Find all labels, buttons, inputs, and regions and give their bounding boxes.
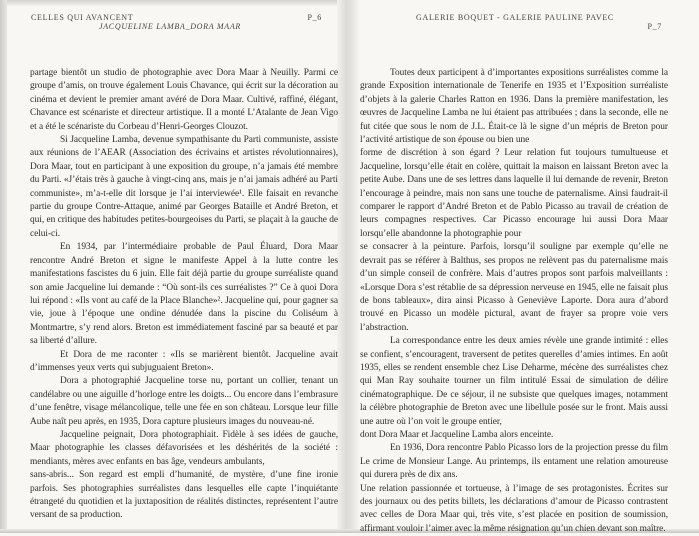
paragraph: La correspondance entre les deux amies révèle une grande intimité : elles se confient, s’encouragent, traversent de petites querelles d’amies intimes. En août 1935, elles se rendent ensemble chez Lise Deharme, mécène des surréalistes chez qui Man Ray souhaite tourner un film intitulé Essai de simulation de délire cinématographique. De ce séjour, il ne subsiste que quelques images, notamment la célèbre photographie de Breton avec une libellule posée sur le front. Mais aussi une autre où l’on voit le groupe entier,: [360, 336, 668, 427]
running-head-chapter-title: JACQUELINE LAMBA_DORA MAAR: [98, 22, 242, 31]
paragraph: Et Dora de me raconter : «Ils se marièrent bientôt. Jacqueline avait d’immenses yeux verts qui subjuguaient Breton».: [30, 349, 338, 373]
page-left: [30, 0, 338, 533]
text-column-right: [360, 67, 668, 536]
running-head-series: CELLES QUI AVANCENT: [31, 13, 134, 22]
paragraph: sans-abris... Son regard est empli d’humanité, de mystère, d’une fine ironie parfois. Ses photographies surréalistes dans lesquelles elle capte l’inquiétante étrangeté du quotidien et la juxtaposition de réalités distinctes, représentent l’autre versant de sa production.: [30, 470, 338, 521]
scan-edge-left: [0, 0, 7, 533]
paragraph: dont Dora Maar et Jacqueline Lamba alors enceinte.: [360, 429, 554, 440]
page-number-right: P_7: [647, 22, 662, 31]
page-number-left: P_6: [307, 13, 322, 22]
page-gutter-shadow: [337, 0, 360, 533]
running-head-gallery: GALERIE BOQUET - GALERIE PAULINE PAVEC: [416, 13, 614, 22]
paragraph: se consacrer à la peinture. Parfois, lorsqu’il souligne par exemple qu’elle ne devrait pas se référer à Balthus, ses propos ne relèvent pas du paternalisme mais d’un simple conseil de confrère. Mais d’autres propos sont parfois malveillants : «Lorsque Dora s’est rétablie de sa dépression nerveuse en 1945, elle ne faisait plus de bons tableaux», dira ainsi Picasso à Geneviève Laporte. Dora aura d’abord trouvé en Picasso un modèle pictural, avant de frayer sa propre voie vers l’abstraction.: [360, 242, 668, 333]
page-right: [360, 0, 668, 533]
paragraph: Si Jacqueline Lamba, devenue sympathisante du Parti communiste, assiste aux réunions de l’AEAR (Association des écrivains et artistes révolutionnaires), Dora Maar, tout en participant à une exposition du groupe, n’a jamais été membre du Parti. «J’étais très à gauche à vingt-cinq ans, mais je n’ai jamais adhéré au Parti communiste», m’a-t-elle dit lorsque je l’ai interviewée¹. Elle faisait en revanche partie du groupe Contre-Attaque, animé par Georges Bataille et André Breton, et qui, en critique des habitudes petites-bourgeoises du Parti, se plaçait à la gauche de celui-ci.: [30, 135, 338, 239]
paragraph: Une relation passionnée et tortueuse, à l’image de ses protagonistes. Écrites sur des journaux ou des petits billets, les déclarations d’amour de Picasso contrastent avec celles de Dora Maar qui, très vite, s’est placée en position de soumission, affirmant vouloir l’aimer avec la même résignation qu’un chien devant son maître.: [360, 483, 668, 534]
paragraph: forme de discrétion à son égard ? Leur relation fut toujours tumultueuse et Jacqueline, lorsqu’elle était en colère, quittait la maison en laissant Breton avec la petite Aube. Dans une de ses lettres dans laquelle il lui demande de revenir, Breton l’encourage à peindre, mais non sans une touche de paternalisme. Ainsi faudrait-il comparer le rapport d’André Breton et de Pablo Picasso au travail de création de leurs compagnes respectives. Car Picasso encourage lui aussi Dora Maar lorsqu’elle abandonne la photographie pour: [360, 148, 668, 239]
text-column-left: [30, 67, 338, 523]
paragraph: En 1936, Dora rencontre Pablo Picasso lors de la projection presse du film Le crime de Monsieur Lange. Au printemps, ils entament une relation amoureuse qui durera près de dix ans.: [360, 443, 668, 481]
paragraph: En 1934, par l’intermédiaire probable de Paul Éluard, Dora Maar rencontre André Breton et signe le manifeste Appel à la lutte contre les manifestations fascistes du 6 juin. Elle fait déjà partie du groupe surréaliste quand son amie Jacqueline lui demande : “Où sont-ils ces surréalistes ?” Ce à quoi Dora lui répond : «Ils vont au café de la Place Blanche»². Jacqueline qui, pour gagner sa vie, joue à l’époque une ondine dénudée dans la piscine du Coliséum à Montmartre, s’y rend alors. Breton est immédiatement fasciné par sa beauté et par sa liberté d’allure.: [30, 242, 338, 347]
paragraph: partage bientôt un studio de photographie avec Dora Maar à Neuilly. Parmi ce groupe d’amis, on trouve également Louis Chavance, qui écrit sur la décoration au cinéma et devient le premier amant avéré de Dora Maar. Cultivé, raffiné, élégant, Chavance est scénariste et directeur artistique. Il a monté L’Atalante de Jean Vigo et a été le scénariste du Corbeau d’Henri-Georges Clouzot.: [30, 68, 338, 132]
paragraph: Jacqueline peignait, Dora photographiait. Fidèle à ses idées de gauche, Maar photographie les classes défavorisées et les déshérités de la société : mendiants, mères avec enfants en bas âge, vendeurs ambulants,: [30, 429, 338, 467]
paragraph: Dora a photographié Jacqueline torse nu, portant un collier, tenant un candélabre ou une aiguille d’horloge entre les doigts... Ou encore dans l’embrasure d’une fenêtre, visage mélancolique, telle une fée en son château. Lorsque leur fille Aube naît peu après, en 1935, Dora capture plusieurs images du nouveau-né.: [30, 376, 338, 427]
paragraph: Toutes deux participent à d’importantes expositions surréalistes comme la grande Exposition internationale de Tenerife en 1935 et l’Exposition surréaliste d’objets à la galerie Charles Ratton en 1936. Dans la première manifestation, les œuvres de Jacqueline Lamba ne lui étaient pas attribuées ; dans la seconde, elle ne fut citée que sous le nom de J.L. Était-ce là le signe d’un mépris de Breton pour l’activité artistique de son épouse ou bien une: [360, 68, 668, 146]
